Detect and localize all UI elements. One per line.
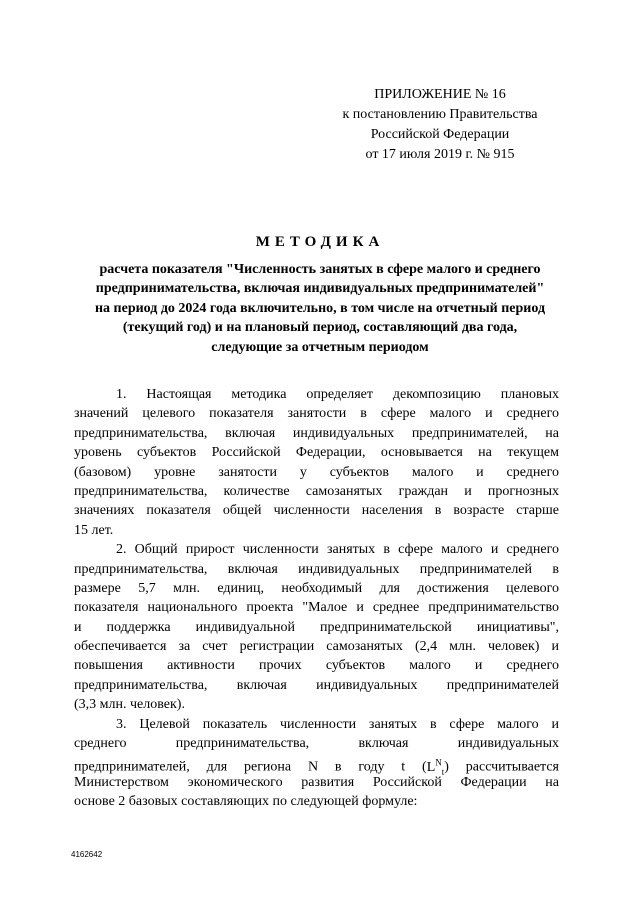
formula-subscript: t [441,766,445,777]
text-line-formula [74,753,559,777]
text-line: 3. Целевой показатель численности занятых в сфере малого и [116,716,559,732]
appendix-header [330,85,550,165]
text-line: и поддержка индивидуальной предпринимательской инициативы", [74,619,559,635]
subtitle-line: следующие за отчетным периодом [211,339,429,355]
text-line: 2. Общий прирост численности занятых в сфере малого и среднего [116,542,559,558]
appendix-authority: Российской Федерации [370,127,510,142]
text-line: предпринимательства, включая индивидуальных предпринимателей в [74,561,559,577]
subtitle-line: расчета показателя "Численность занятых в сфере малого и среднего [99,262,541,277]
appendix-reference: к постановлению Правительства [342,107,538,122]
appendix-number: ПРИЛОЖЕНИЕ № 16 [374,87,506,102]
text-line: среднего предпринимательства, включая индивидуальных [74,736,559,752]
text-line: основе 2 базовых составляющих по следующей формуле: [74,794,418,810]
text-line: предпринимательства, количестве самозанятых граждан и прогнозных [74,483,559,499]
text-line: показателя национального проекта "Малое и среднее предпринимательство [74,600,559,616]
text-line: уровень субъектов Российской Федерации, основывается на текущем [74,445,559,461]
formula-symbol: L [426,760,436,776]
paragraph-2 [74,540,559,715]
document-id: 4162642 [71,850,103,859]
paragraph-3 [74,715,559,812]
formula-superscript: N [435,757,442,768]
text-fragment: ) рассчитывается [444,760,559,776]
text-line: предпринимательства, включая индивидуальных предпринимателей [74,677,559,693]
text-line: обеспечивается за счет регистрации самозанятых (2,4 млн. человек) и [74,639,559,655]
document-body [74,385,559,812]
text-line: 1. Настоящая методика определяет декомпозицию плановых [116,387,559,402]
text-line: (базовом) уровне занятости у субъектов малого и среднего [74,464,559,480]
appendix-date: от 17 июля 2019 г. № 915 [365,147,515,162]
text-line: размере 5,7 млн. единиц, необходимый для достижения целевого [74,580,559,596]
text-fragment: предпринимателей, для региона N в году t ( [74,760,427,776]
text-line: 15 лет. [74,522,114,538]
text-line: значениях показателя общей численности населения в возрасте старше [74,503,559,519]
document-title: МЕТОДИКА [255,234,385,250]
paragraph-1 [74,385,559,540]
text-line: значений целевого показателя занятости в сфере малого и среднего [74,406,559,422]
document-subtitle [75,260,565,357]
subtitle-line: предпринимательства, включая индивидуальных предпринимателей" [95,281,545,297]
text-line: повышения активности прочих субъектов малого и среднего [74,658,559,674]
text-line: (3,3 млн. человек). [74,697,185,713]
subtitle-line: на период до 2024 года включительно, в том числе на отчетный период [94,300,546,316]
text-line: предпринимательства, включая индивидуальных предпринимателей, на [74,425,559,441]
text-line: Министерством экономического развития Российской Федерации на [74,774,559,790]
subtitle-line: (текущий год) и на плановый период, составляющий два года, [122,320,518,336]
